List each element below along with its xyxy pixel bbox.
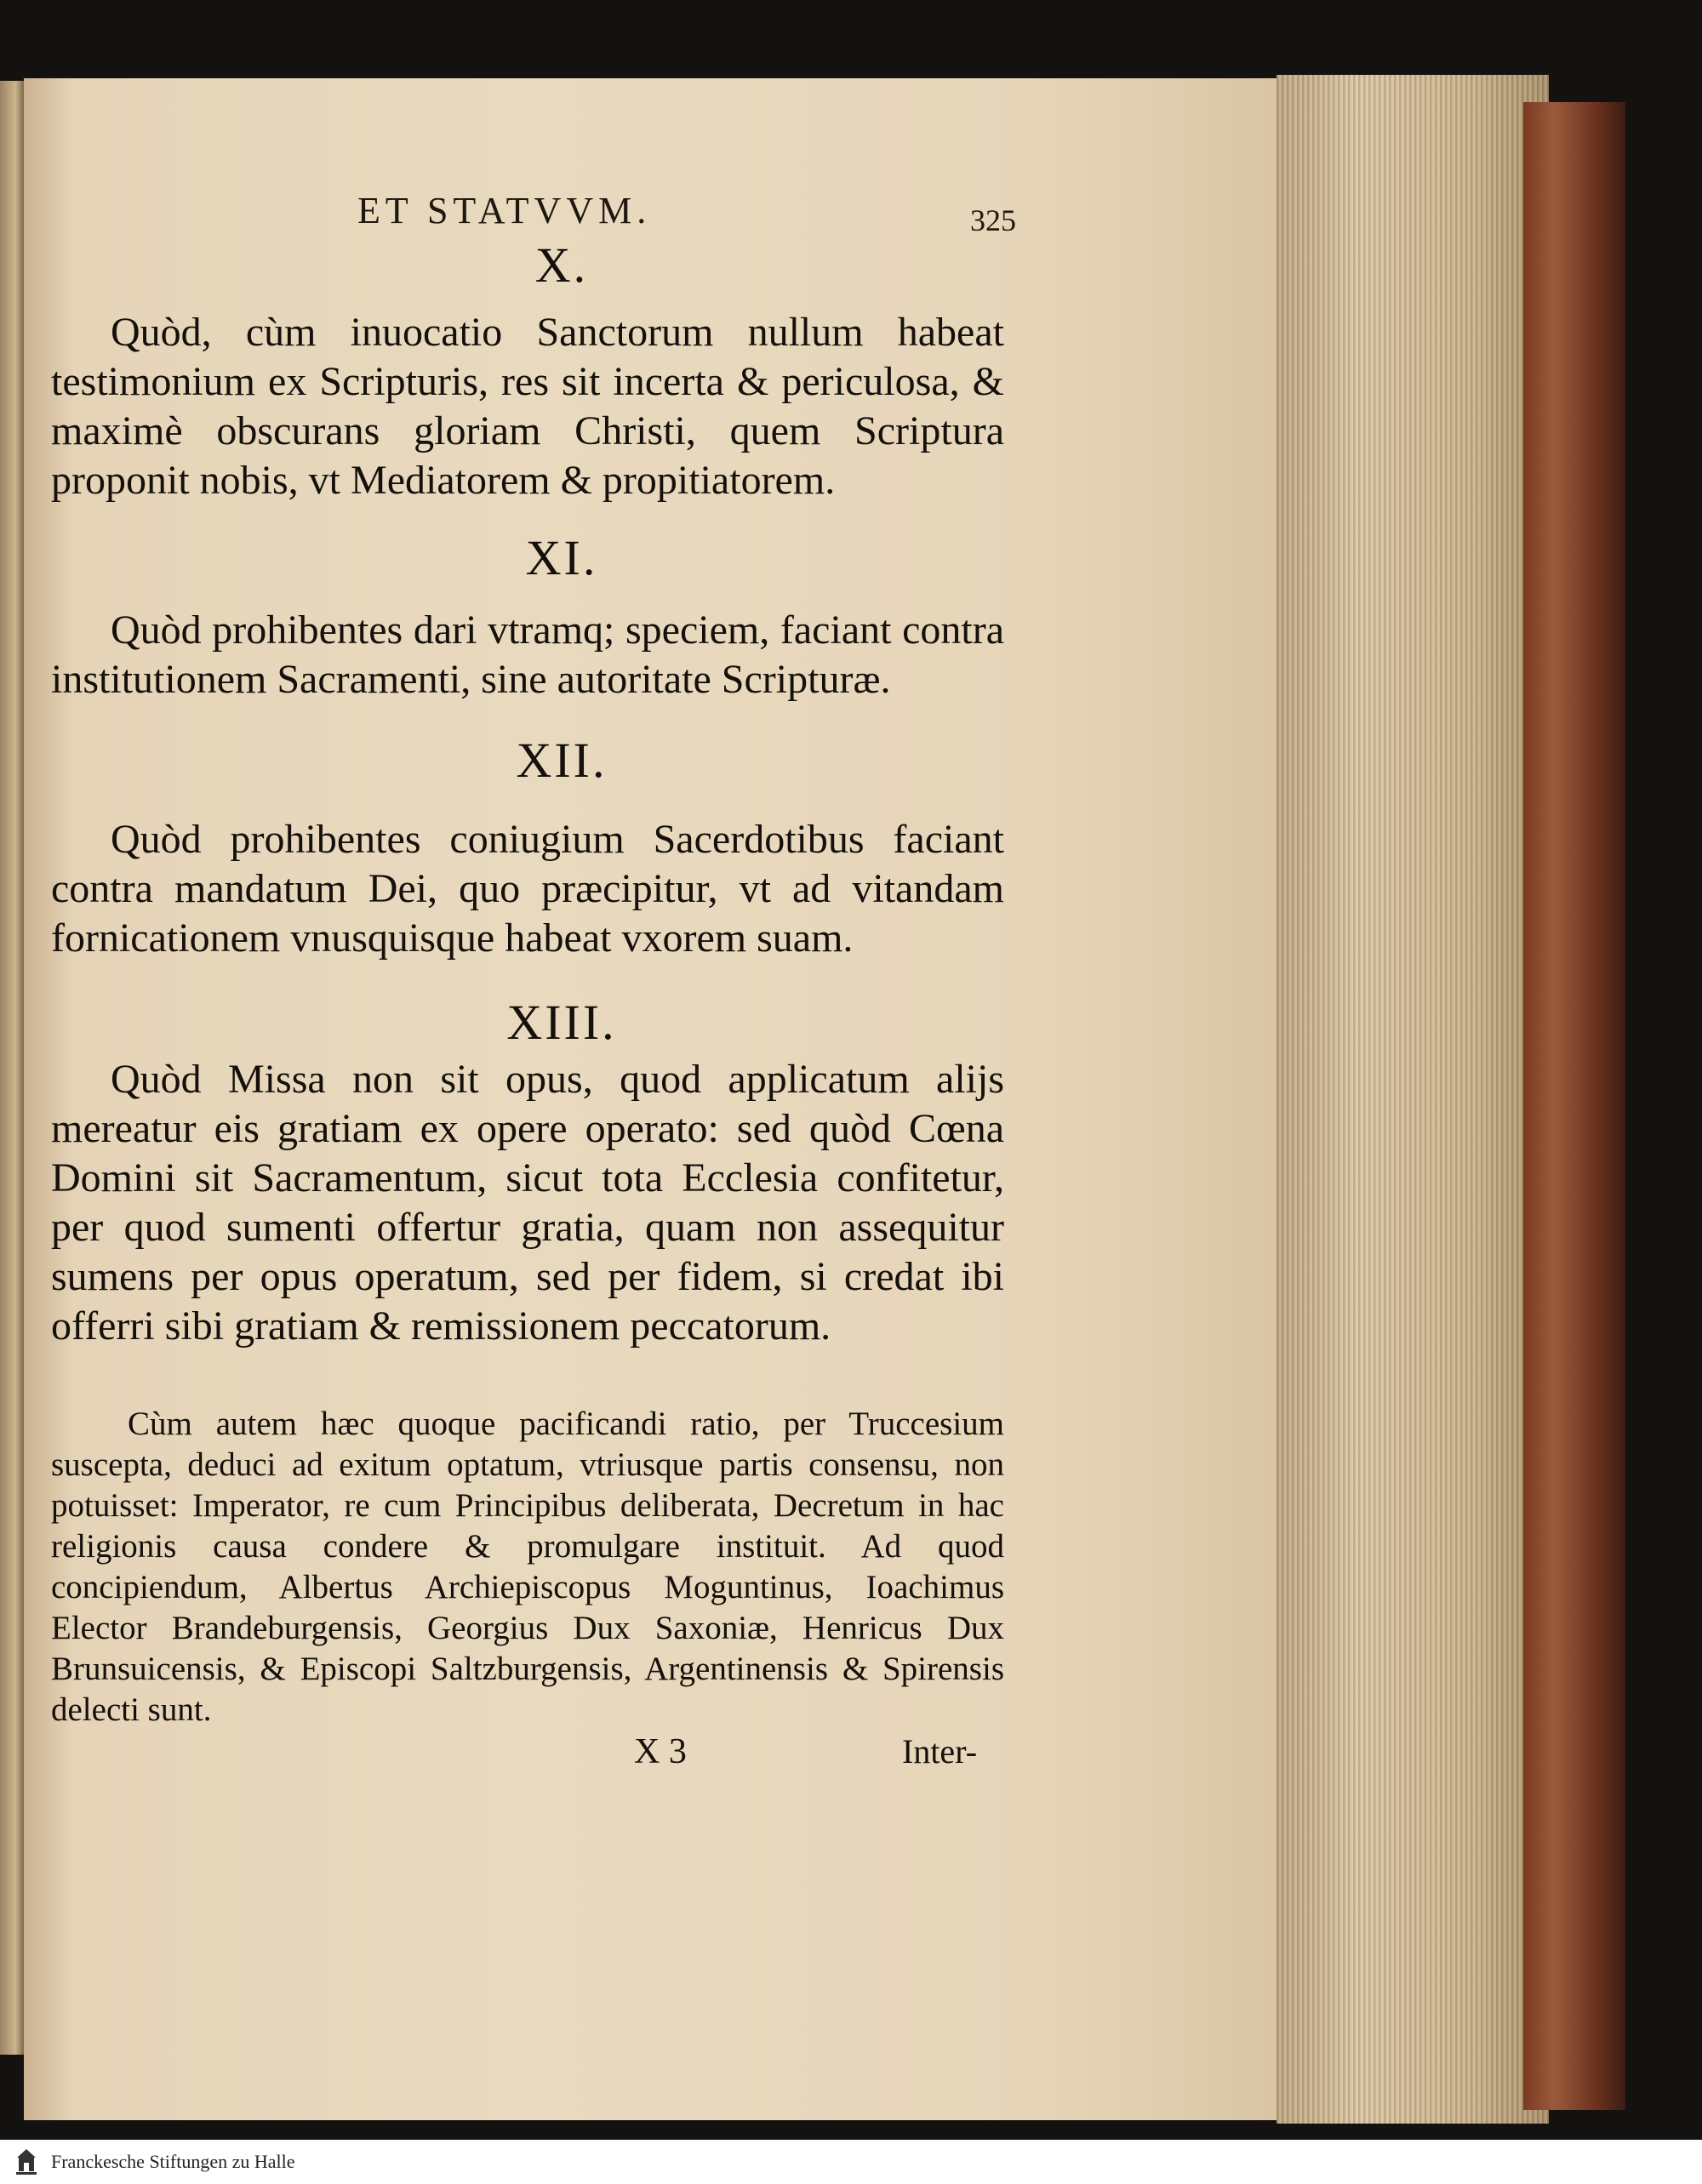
section-text-xi: Quòd prohibentes dari vtramq; speciem, faciant contra institutionem Sacramenti, sine autoritate Scripturæ.: [51, 607, 1004, 702]
francke-foundation-logo-icon: [12, 2146, 41, 2178]
section-number-xii: XII.: [516, 733, 608, 788]
running-head: ET STATVVM.: [357, 190, 652, 231]
footer-bar: [0, 2140, 1702, 2184]
page-number: 325: [970, 203, 1016, 237]
section-text-xiii: Quòd Missa non sit opus, quod applicatum alijs mereatur eis gratiam ex opere operato: sed quòd Cœna Domini sit Sacramentum, sicut tota Ecclesia confitetur, per quod sumenti offertur gratia, quam non assequitur sumens per opus operatum, sed per fidem, si credat ibi offerri sibi gratiam & remissionem peccatorum.: [51, 1057, 1004, 1349]
section-number-xiii: XIII.: [506, 995, 617, 1050]
section-text-xii: Quòd prohibentes coniugium Sacerdotibus faciant contra mandatum Dei, quo præcipitur, vt ad vitandam fornicationem vnusquisque habeat vxorem suam.: [51, 817, 1004, 961]
footer-institution-name: Franckesche Stiftungen zu Halle: [51, 2151, 295, 2172]
catchword: Inter-: [902, 1732, 978, 1771]
section-number-xi: XI.: [525, 530, 598, 585]
facing-page-edge: [0, 81, 26, 2055]
section-text-x: Quòd, cùm inuocatio Sanctorum nullum habeat testimonium ex Scripturis, res sit incerta & periculosa, & maximè obscurans gloriam Christi, quem Scriptura proponit nobis, vt Mediatorem & propitiatorem.: [51, 310, 1004, 503]
page-fore-edge: [1276, 75, 1549, 2124]
signature-mark: X 3: [634, 1732, 687, 1771]
closing-paragraph: Cùm autem hæc quoque pacificandi ratio, per Truccesium suscepta, deduci ad exitum optatum, vtriusque partis consensu, non potuisset: Imperator, re cum Principibus deliberata, Decretum in hac religionis causa condere & promulgare instituit. Ad quod concipiendum, Albertus Archiepiscopus Moguntinus, Ioachimus Elector Brandeburgensis, Georgius Dux Saxoniæ, Henricus Dux Brunsuicensis, & Episcopi Saltzburgensis, Argentinensis & Spirensis delecti sunt.: [51, 1406, 1004, 1728]
book-cover-edge: [1523, 102, 1625, 2110]
section-number-x: X.: [534, 237, 589, 293]
